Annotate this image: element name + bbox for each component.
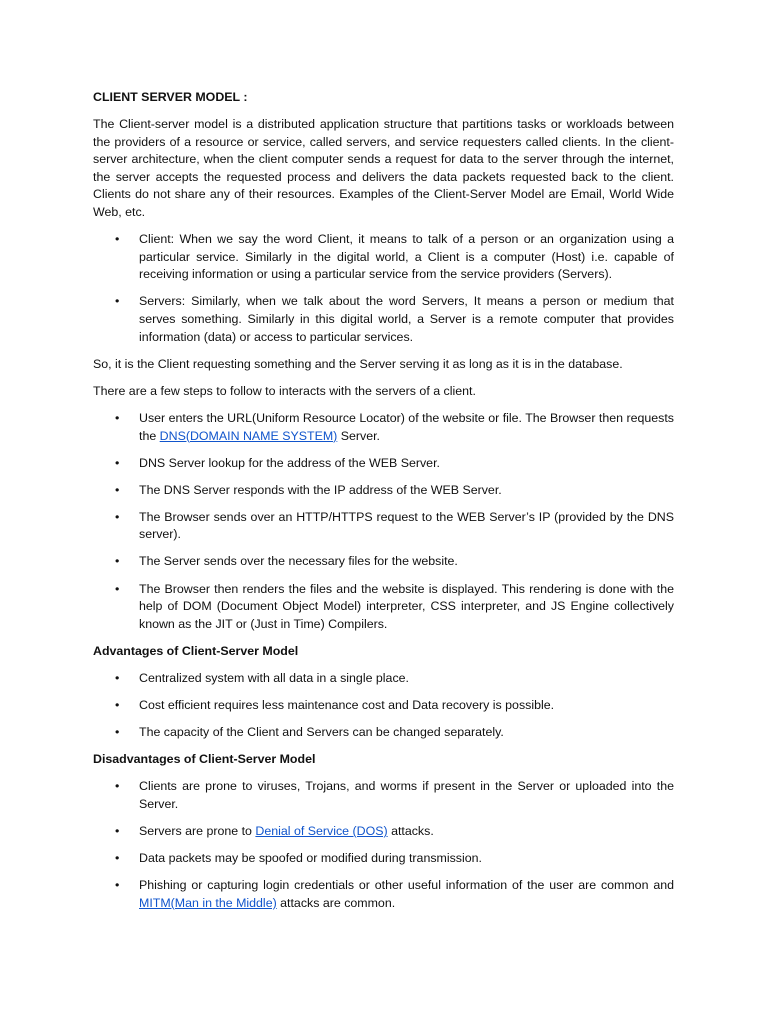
document-title: CLIENT SERVER MODEL :: [93, 90, 248, 104]
advantages-list: [93, 670, 674, 742]
list-item: [93, 553, 674, 571]
disadvantage-text: attacks are common.: [276, 895, 396, 910]
disadvantages-heading: Disadvantages of Client-Server Model: [93, 752, 316, 767]
dos-link[interactable]: Denial of Service (DOS): [255, 824, 388, 838]
definition-servers: Servers: Similarly, when we talk about the word Servers, It means a person or medium that serves something. Similarly in this digital world, a Server is a remote computer that provides information (data) or access to particular services.: [139, 294, 674, 344]
step-text: The Browser sends over an HTTP/HTTPS request to the WEB Server’s IP (provided by the DNS server).: [139, 509, 674, 542]
list-item: [93, 877, 674, 912]
disadvantage-text: Clients are prone to viruses, Trojans, and worms if present in the Server or uploaded into the Server.: [139, 779, 674, 811]
list-item: [93, 724, 674, 742]
advantage-text: Centralized system with all data in a single place.: [139, 670, 409, 685]
disadvantage-text: Data packets may be spoofed or modified during transmission.: [139, 851, 482, 866]
bullet-icon: •: [115, 851, 120, 866]
bullet-icon: •: [115, 294, 120, 309]
list-item: [93, 778, 674, 813]
bullet-icon: •: [115, 509, 120, 524]
bullet-icon: •: [115, 670, 120, 685]
mitm-link[interactable]: MITM(Man in the Middle): [139, 895, 277, 910]
intro-paragraph: The Client-server model is a distributed application structure that partitions tasks or workloads between the providers of a resource or service, called servers, and service requesters called clients. In the client-server architecture, when the client computer sends a request for data to the server through the internet, the server accepts the requested process and delivers the data packets requested back to the client. Clients do not share any of their resources. Examples of the Client-Server Model are Email, World Wide Web, etc.: [93, 117, 674, 220]
list-item: [93, 670, 674, 688]
bullet-icon: •: [115, 725, 120, 740]
step-text: Server.: [337, 428, 380, 443]
list-item: [93, 823, 674, 841]
list-item: [93, 482, 674, 500]
disadvantage-text: Servers are prone to: [139, 824, 256, 838]
list-item: [93, 850, 674, 868]
bullet-icon: •: [115, 698, 120, 713]
disadvantage-text: attacks.: [387, 824, 434, 838]
bullet-icon: •: [115, 482, 120, 497]
dns-link[interactable]: DNS(DOMAIN NAME SYSTEM): [159, 428, 338, 443]
advantage-text: Cost efficient requires less maintenance cost and Data recovery is possible.: [139, 698, 555, 713]
disadvantage-text: Phishing or capturing login credentials or other useful information of the user are common and: [139, 878, 674, 893]
bullet-icon: •: [115, 878, 120, 893]
bullet-icon: •: [115, 581, 120, 596]
document-page: [93, 89, 674, 922]
step-text: User enters the URL(Uniform Resource Locator) of the website or file. The Browser then requests the: [139, 410, 674, 443]
definition-client: Client: When we say the word Client, it means to talk of a person or an organization using a particular service. Similarly in the digital world, a Client is a computer (Host) i.e. capable of receiving information or using a particular service from the service providers (Servers).: [139, 232, 674, 282]
steps-intro: There are a few steps to follow to interacts with the servers of a client.: [93, 383, 476, 398]
bullet-icon: •: [115, 232, 120, 247]
step-text: The Server sends over the necessary files for the website.: [139, 554, 458, 569]
list-item: [93, 410, 674, 445]
advantage-text: The capacity of the Client and Servers can be changed separately.: [139, 725, 504, 740]
step-text: DNS Server lookup for the address of the WEB Server.: [139, 455, 440, 470]
list-item: [93, 293, 674, 346]
advantages-heading: Advantages of Client-Server Model: [93, 643, 299, 658]
bullet-icon: •: [115, 554, 120, 569]
list-item: [93, 697, 674, 715]
list-item: [93, 509, 674, 544]
list-item: [93, 231, 674, 284]
bullet-icon: •: [115, 410, 120, 425]
summary-paragraph: So, it is the Client requesting something and the Server serving it as long as it is in the database.: [93, 356, 623, 371]
bullet-icon: •: [115, 824, 120, 838]
step-text: The DNS Server responds with the IP address of the WEB Server.: [139, 482, 502, 497]
step-text: The Browser then renders the files and the website is displayed. This rendering is done with the help of DOM (Document Object Model) interpreter, CSS interpreter, and JS Engine collectively known as the JIT or (Just in Time) Compilers.: [139, 581, 674, 631]
definitions-list: [93, 231, 674, 346]
list-item: [93, 581, 674, 634]
list-item: [93, 455, 674, 473]
disadvantages-list: [93, 778, 674, 912]
bullet-icon: •: [115, 779, 120, 794]
bullet-icon: •: [115, 455, 120, 470]
steps-list: [93, 410, 674, 633]
